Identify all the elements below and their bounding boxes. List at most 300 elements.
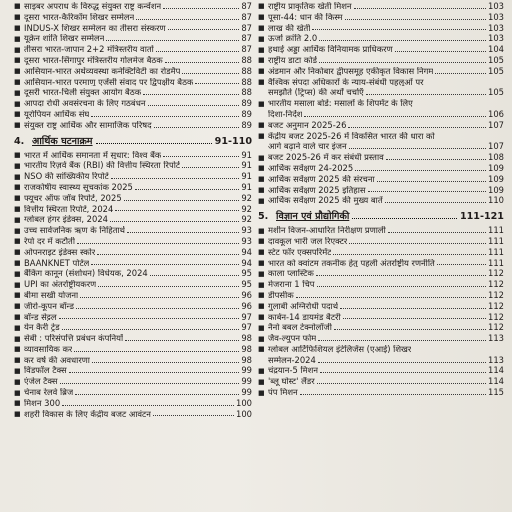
leader-dots: [92, 362, 239, 363]
bullet-icon: ■: [258, 345, 265, 354]
leader-dots: [165, 62, 240, 63]
bullet-icon: ■: [14, 356, 21, 365]
leader-dots: [96, 143, 212, 144]
toc-entry: [14, 11, 252, 22]
leader-dots: [355, 170, 486, 171]
toc-entry: [14, 86, 252, 97]
leader-dots: [127, 232, 239, 233]
toc-entry: [14, 181, 252, 192]
toc-entry: [258, 162, 504, 173]
toc-entry: [258, 365, 504, 376]
bullet-icon: ■: [14, 302, 21, 311]
bullet-icon: ■: [14, 183, 21, 192]
toc-entry: [258, 354, 504, 365]
toc-entry-title: आपदा रोधी अवसंरचना के लिए गठबंधन: [24, 99, 146, 108]
toc-entry: [258, 54, 504, 65]
toc-entry: [14, 397, 252, 408]
toc-entry-title: ग्लोबल आर्टिफिशियल इंटेलिजेंस (एआई) शिखर: [268, 344, 412, 354]
leader-dots: [195, 83, 239, 84]
bullet-icon: ■: [14, 323, 21, 332]
leader-dots: [76, 308, 239, 309]
toc-entry-title: यूक्रेन शांति शिखर सम्मेलन: [24, 34, 105, 44]
toc-entry: [14, 365, 252, 376]
toc-entry: [258, 321, 504, 332]
toc-entry-title: ऊर्जा क्रांति 2.0: [268, 34, 318, 44]
section-range: 111-121: [459, 211, 504, 223]
toc-entry-page: 94: [241, 257, 252, 268]
leader-dots: [115, 210, 239, 211]
bullet-icon: ■: [14, 345, 21, 354]
leader-dots: [354, 8, 486, 9]
bullet-icon: ■: [14, 377, 21, 386]
toc-entry: [14, 386, 252, 397]
leader-dots: [334, 329, 486, 330]
toc-entry-page: 93: [241, 225, 252, 235]
bullet-icon: ■: [258, 99, 265, 108]
toc-entry-page: 100: [236, 408, 252, 419]
toc-entry: [258, 76, 504, 87]
toc-entry: [14, 149, 252, 160]
toc-entry: [258, 140, 504, 151]
toc-entry-page: 87: [241, 22, 252, 33]
toc-entry: [14, 97, 252, 108]
toc-entry: [14, 213, 252, 224]
bullet-icon: ■: [14, 248, 21, 257]
leader-dots: [60, 383, 240, 384]
toc-entry-page: 114: [488, 365, 504, 376]
leader-dots: [437, 264, 486, 265]
leader-dots: [300, 394, 486, 395]
section-header-economic: [14, 133, 252, 147]
toc-entry: [14, 267, 252, 278]
toc-entry-title: येन कैरी ट्रेड: [24, 323, 60, 333]
toc-entry-title: आर्थिक सर्वेक्षण 2025 इतिहास: [268, 185, 366, 195]
leader-dots: [97, 254, 239, 255]
toc-entry: [258, 278, 504, 289]
toc-entry: [258, 257, 504, 268]
bullet-icon: ■: [258, 164, 265, 173]
leader-dots: [317, 286, 486, 287]
leader-dots: [349, 243, 486, 244]
toc-entry-page: 91: [241, 171, 252, 181]
toc-entry-title: BAANKNET पोर्टल: [24, 258, 90, 268]
right-column: [258, 0, 504, 512]
toc-entry: [14, 278, 252, 289]
leader-dots: [319, 62, 486, 63]
bullet-icon: ■: [258, 237, 265, 246]
toc-entry: [258, 86, 504, 97]
leader-dots: [62, 329, 240, 330]
leader-dots: [348, 127, 486, 128]
toc-entry: [258, 97, 504, 108]
toc-entry-page: 113: [488, 354, 504, 365]
toc-entry-page: 88: [241, 87, 252, 98]
bullet-icon: ■: [258, 269, 265, 278]
toc-entry: [14, 289, 252, 300]
toc-entry: [258, 267, 504, 278]
leader-dots: [395, 51, 486, 52]
bullet-icon: ■: [258, 13, 265, 22]
toc-entry-page: 93: [241, 235, 252, 246]
bullet-icon: ■: [14, 99, 21, 108]
leader-dots: [148, 105, 240, 106]
bullet-icon: ■: [258, 34, 265, 43]
toc-entry-title: फ्यूचर ऑफ जॉब रिपोर्ट, 2025: [24, 193, 122, 203]
toc-entry: [258, 332, 504, 343]
leader-dots: [110, 221, 239, 222]
toc-entry-page: 105: [488, 54, 504, 65]
toc-entry: [14, 76, 252, 87]
toc-entry: [258, 235, 504, 246]
toc-entry-title: बीमा सखी योजना: [24, 290, 79, 300]
right-section-list: [258, 224, 504, 397]
leader-dots: [135, 189, 239, 190]
toc-entry: [258, 311, 504, 322]
leader-dots: [125, 340, 239, 341]
bullet-icon: ■: [14, 2, 21, 11]
toc-entry-page: 112: [488, 268, 504, 279]
leader-dots: [340, 308, 486, 309]
toc-entry-page: 98: [241, 343, 252, 354]
bullet-icon: ■: [14, 291, 21, 300]
toc-entry-page: 113: [488, 333, 504, 343]
leader-dots: [150, 275, 240, 276]
leader-dots: [435, 73, 486, 74]
leader-dots: [154, 127, 240, 128]
bullet-icon: ■: [14, 366, 21, 375]
leader-dots: [316, 275, 486, 276]
bullet-icon: ■: [258, 312, 265, 321]
toc-entry-page: 91: [241, 160, 252, 171]
leader-dots: [59, 318, 240, 319]
toc-entry: [14, 159, 252, 170]
toc-entry-title: आसियान-भारत परमाणु एजेंसी संवाद पर द्विपक्षीय बैठक: [24, 77, 194, 87]
leader-dots: [153, 415, 234, 416]
bullet-icon: ■: [258, 280, 265, 289]
toc-entry-page: 108: [488, 152, 504, 162]
bullet-icon: ■: [258, 366, 265, 375]
toc-entry-page: 92: [241, 214, 252, 225]
leader-dots: [75, 394, 239, 395]
toc-entry-title: वैश्विक संपदा अधिकारों के न्याय-संबंधी पहलुओं पर: [268, 77, 424, 87]
leader-dots: [80, 297, 239, 298]
toc-entry-title: तीसरा भारत-जापान 2+2 मंत्रिस्तरीय वार्ता: [24, 45, 154, 54]
bullet-icon: ■: [14, 258, 21, 267]
toc-entry-page: 97: [241, 322, 252, 333]
toc-entry-page: 96: [241, 289, 252, 300]
bullet-icon: ■: [258, 248, 265, 257]
toc-entry-title: शहरी विकास के लिए केंद्रीय बजट आवंटन: [24, 409, 151, 419]
section-range: 91-110: [214, 135, 252, 147]
toc-entry-title: व्यावसायिक कर: [24, 344, 73, 354]
toc-entry-title: भारतीय रिज़र्व बैंक (RBI) की वित्तीय स्थिरता रिपोर्ट: [24, 161, 181, 171]
toc-entry: [14, 65, 252, 76]
toc-entry: [258, 194, 504, 205]
toc-entry-title: बजट 2025-26 में कर संबंधी प्रस्ताव: [268, 153, 384, 162]
toc-entry-title: आगे बढ़ाने वाले चार इंजन: [268, 142, 347, 152]
bullet-icon: ■: [258, 186, 265, 194]
toc-entry-title: मशीन विजन-आधारित निरीक्षण प्रणाली: [268, 226, 386, 235]
bullet-icon: ■: [258, 121, 265, 130]
toc-entry-title: चंद्रयान-5 मिशन: [268, 366, 318, 376]
bullet-icon: ■: [14, 45, 21, 54]
toc-entry-page: 103: [488, 22, 504, 33]
toc-entry-page: 87: [241, 0, 252, 11]
toc-entry-page: 92: [241, 192, 252, 203]
toc-entry-title: कर वर्ष की अवधारणा: [24, 355, 90, 365]
bullet-icon: ■: [14, 172, 21, 181]
toc-entry: [14, 54, 252, 65]
toc-entry: [258, 246, 504, 257]
bullet-icon: ■: [14, 334, 21, 343]
toc-entry: [14, 235, 252, 246]
toc-entry-title: दूसरी भारत-चिली संयुक्त आयोग बैठक: [24, 88, 142, 98]
toc-entry: [14, 224, 252, 235]
bullet-icon: ■: [14, 24, 21, 33]
bullet-icon: ■: [258, 2, 265, 11]
toc-entry: [258, 224, 504, 235]
toc-entry: [258, 375, 504, 386]
toc-entry-title: मिशन 300: [24, 398, 61, 408]
toc-entry-title: हथाई अड्डा आर्थिक विनियामक प्राधिकरण: [268, 45, 393, 54]
toc-entry-page: 105: [488, 87, 504, 98]
leader-dots: [163, 156, 239, 157]
leader-dots: [377, 181, 486, 182]
leader-dots: [77, 243, 239, 244]
bullet-icon: ■: [14, 110, 21, 119]
leader-dots: [143, 94, 239, 95]
leader-dots: [156, 51, 240, 52]
toc-entry: [14, 332, 252, 343]
toc-entry: [14, 192, 252, 203]
toc-entry-page: 107: [488, 119, 504, 130]
toc-entry-title: बॉन्ड सेट्टल: [24, 312, 57, 322]
leader-dots: [296, 297, 486, 298]
leader-dots: [304, 116, 486, 117]
right-top-list: [258, 0, 504, 205]
bullet-icon: ■: [14, 399, 21, 408]
toc-entry-title: अंडमान और निकोबार द्वीपसमूह एकीकृत विकास निगम: [268, 66, 434, 76]
toc-entry-page: 99: [241, 365, 252, 376]
toc-entry: [14, 300, 252, 311]
toc-entry-page: 111: [488, 235, 504, 246]
toc-entry-page: 88: [241, 54, 252, 65]
bullet-icon: ■: [258, 196, 265, 205]
toc-entry: [258, 300, 504, 311]
toc-entry: [258, 0, 504, 11]
toc-entry-page: 106: [488, 108, 504, 119]
toc-entry-title: मेजराना 1 चिप: [268, 280, 315, 289]
section-title: आर्थिक घटनाक्रम: [32, 135, 93, 147]
toc-entry-title: गुलाबी अग्निरोधी पदार्थ: [268, 301, 339, 311]
toc-entry-title: रेपो दर में कटौती: [24, 236, 75, 246]
toc-entry-page: 95: [241, 268, 252, 279]
toc-entry-page: 111: [488, 225, 504, 235]
toc-entry: [258, 386, 504, 397]
leader-dots: [349, 148, 486, 149]
bullet-icon: ■: [14, 194, 21, 203]
toc-entry-title: यूरोपियन आर्थिक संघ: [24, 109, 90, 119]
toc-entry: [14, 32, 252, 43]
toc-entry-page: 114: [488, 376, 504, 387]
toc-entry-title: संयुक्त राष्ट्र आर्थिक और सामाजिक परिषद: [24, 120, 152, 130]
bullet-icon: ■: [258, 45, 265, 54]
toc-entry-title: नैनो बबल टेक्नोलॉजी: [268, 323, 332, 333]
bullet-icon: ■: [258, 24, 265, 33]
leader-dots: [98, 286, 239, 287]
toc-entry: [14, 43, 252, 54]
toc-entry-title: 'ब्लू घोस्ट' लैंडर: [268, 377, 315, 387]
bullet-icon: ■: [14, 13, 21, 22]
toc-entry-page: 112: [488, 289, 504, 300]
toc-entry: [258, 173, 504, 184]
bullet-icon: ■: [258, 78, 265, 87]
toc-entry-page: 103: [488, 11, 504, 22]
bullet-icon: ■: [14, 34, 21, 43]
toc-entry-title: पूसा-44: धान की किस्म: [268, 12, 343, 22]
toc-entry-title: दावकूल भारी जल रिएक्टर: [268, 236, 348, 246]
toc-entry-title: बजट अनुमान 2025-26: [268, 120, 347, 130]
toc-entry-title: सम्मेलन-2024: [268, 355, 316, 365]
bullet-icon: ■: [14, 88, 21, 97]
leader-dots: [318, 362, 486, 363]
toc-entry-title: केंद्रीय बजट 2025-26 में विकसित भारत की धारा को: [268, 131, 435, 141]
toc-entry-title: भारत को क्वांटम तकनीक हेतु पहली अंतर्राष्ट्रीय रणनीति: [268, 258, 435, 268]
toc-entry-page: 91: [241, 149, 252, 160]
toc-entry-title: जैव-ल्युपन फोम: [268, 334, 317, 343]
toc-entry-title: वित्तीय स्थिरता रिपोर्ट, 2024: [24, 204, 114, 214]
section-title: विज्ञान एवं प्रौद्योगिकी: [276, 211, 350, 223]
toc-entry-page: 103: [488, 0, 504, 11]
toc-entry-title: समझौते (ट्रिप्स) की अर्थों चर्चाएँ: [268, 88, 364, 98]
toc-entry-page: 107: [488, 141, 504, 152]
bullet-icon: ■: [14, 312, 21, 321]
toc-entry: [14, 311, 252, 322]
leader-dots: [318, 340, 486, 341]
toc-entry-title: भारतीय मसाला बोर्ड: मसालों के शिपमेंट के लिए: [268, 99, 413, 108]
toc-entry-page: 91: [241, 181, 252, 192]
toc-entry: [14, 408, 252, 419]
toc-entry-page: 104: [488, 44, 504, 54]
leader-dots: [62, 405, 234, 406]
toc-entry-title: कार्बन-14 डायमंड बैटरी: [268, 312, 341, 322]
section-number: 4.: [14, 135, 25, 147]
bullet-icon: ■: [14, 78, 21, 87]
toc-entry-title: राष्ट्रीय प्राकृतिक खेती मिशन: [268, 1, 352, 11]
toc-entry: [258, 65, 504, 76]
toc-entry-page: 88: [241, 76, 252, 87]
leader-dots: [345, 19, 486, 20]
toc-entry-page: 92: [241, 203, 252, 214]
toc-entry-page: 97: [241, 311, 252, 322]
toc-entry-page: 115: [488, 387, 504, 397]
leader-dots: [333, 254, 486, 255]
bullet-icon: ■: [14, 237, 21, 246]
toc-entry: [258, 130, 504, 141]
left-section-list: [14, 149, 252, 419]
bullet-icon: ■: [14, 67, 21, 76]
toc-entry-title: दूसरा भारत-सिंगापुर मंत्रिस्तरीय गोलमेज बैठक: [24, 55, 163, 65]
toc-entry-page: 111: [488, 257, 504, 268]
toc-entry-title: विंडफॉल टैक्स: [24, 366, 67, 376]
toc-entry-title: राजकोषीय स्वास्थ्य सूचकांक 2025: [24, 182, 133, 192]
section-number: 5.: [258, 211, 269, 223]
toc-entry: [14, 170, 252, 181]
toc-entry: [14, 0, 252, 11]
bullet-icon: ■: [258, 56, 265, 65]
toc-entry-page: 112: [488, 311, 504, 322]
toc-entry-title: काला प्लास्टिक: [268, 269, 314, 279]
bullet-icon: ■: [258, 258, 265, 267]
bullet-icon: ■: [14, 215, 21, 224]
toc-entry-page: 110: [488, 195, 504, 206]
leader-dots: [163, 8, 239, 9]
leader-dots: [317, 383, 486, 384]
toc-entry-page: 112: [488, 300, 504, 311]
leader-dots: [366, 94, 486, 95]
toc-entry: [14, 257, 252, 268]
toc-entry: [258, 108, 504, 119]
toc-entry-page: 100: [236, 397, 252, 408]
toc-entry: [258, 343, 504, 354]
bullet-icon: ■: [258, 226, 265, 235]
leader-dots: [69, 372, 240, 373]
toc-entry-title: NSO की सांख्यिकीय रिपोर्ट: [24, 172, 109, 181]
bullet-icon: ■: [258, 132, 265, 141]
toc-entry-page: 98: [241, 333, 252, 343]
toc-entry: [258, 43, 504, 54]
toc-entry-page: 99: [241, 387, 252, 397]
bullet-icon: ■: [258, 323, 265, 332]
toc-entry-title: पंप मिशन: [268, 388, 298, 397]
bullet-icon: ■: [14, 121, 21, 130]
toc-entry-page: 103: [488, 33, 504, 44]
toc-entry: [258, 289, 504, 300]
leader-dots: [168, 29, 240, 30]
toc-entry-title: आर्थिक सर्वेक्षण 24-2025: [268, 163, 354, 173]
toc-entry-page: 109: [488, 184, 504, 195]
bullet-icon: ■: [258, 153, 265, 162]
toc-entry-page: 88: [241, 65, 252, 76]
toc-entry-title: बैंकिंग कानून (संशोधन) विधेयक, 2024: [24, 269, 148, 279]
toc-entry: [258, 119, 504, 130]
bullet-icon: ■: [258, 302, 265, 311]
toc-entry: [258, 151, 504, 162]
toc-entry-title: दिशा-निर्देश: [268, 109, 303, 119]
toc-entry-title: आसियान-भारत अर्थव्यवस्था कनेक्टिविटी का रोडमैप: [24, 66, 181, 76]
leader-dots: [312, 29, 486, 30]
toc-entry-title: एंजेल टैक्स: [24, 377, 58, 387]
toc-entry-page: 105: [488, 65, 504, 76]
toc-entry-title: राष्ट्रीय डाटा कोर्ड: [268, 55, 317, 65]
leader-dots: [388, 232, 486, 233]
toc-entry-page: 112: [488, 322, 504, 333]
toc-entry: [258, 32, 504, 43]
leader-dots: [111, 178, 240, 179]
toc-entry-page: 87: [241, 33, 252, 44]
toc-entry-page: 87: [241, 11, 252, 22]
leader-dots: [320, 372, 486, 373]
toc-entry-page: 111: [488, 246, 504, 257]
bullet-icon: ■: [14, 269, 21, 278]
bullet-icon: ■: [258, 388, 265, 397]
leader-dots: [343, 318, 486, 319]
bullet-icon: ■: [14, 151, 21, 160]
toc-entry-title: चेनाब रेलवे ब्रिज: [24, 388, 74, 397]
bullet-icon: ■: [14, 161, 21, 170]
toc-entry-title: लाख की खेती: [268, 23, 311, 33]
toc-entry: [14, 119, 252, 130]
